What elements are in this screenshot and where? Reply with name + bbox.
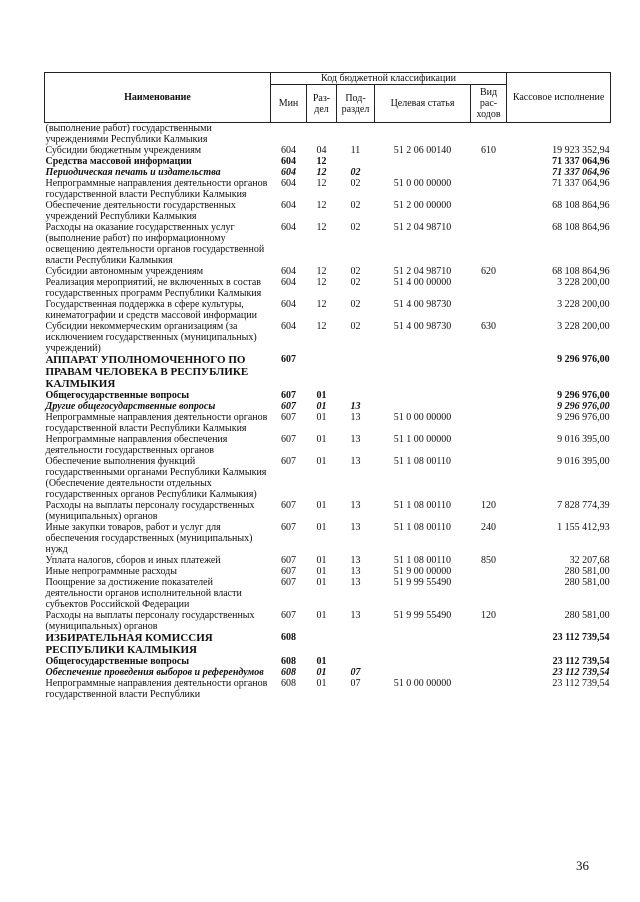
row-target-article: 51 4 00 98730 (393, 299, 452, 310)
row-name: (выполнение работ) государственными учреждениями Республики Калмыкия (45, 123, 212, 145)
row-min: 607 (281, 354, 296, 365)
row-expense-type (471, 577, 507, 610)
row-amount: 68 108 864,96 (552, 222, 610, 233)
row-razdel: 12 (316, 299, 327, 310)
row-name: Расходы на выплаты персоналу государственных (муниципальных) органов (45, 500, 255, 522)
row-target-article (375, 156, 471, 167)
table-row (45, 123, 611, 146)
row-amount: 9 296 976,00 (557, 412, 610, 423)
row-amount: 3 228 200,00 (557, 321, 610, 332)
row-podrazdel: 13 (350, 401, 361, 412)
row-amount: 71 337 064,96 (552, 178, 610, 189)
row-podrazdel (337, 632, 375, 656)
row-target-article (375, 667, 471, 678)
row-target-article (375, 167, 471, 178)
row-target-article: 51 4 00 00000 (393, 277, 452, 288)
row-target-article: 51 2 04 98710 (393, 266, 452, 277)
budget-table (44, 72, 611, 700)
row-expense-type (471, 456, 507, 500)
header-min: Мин (271, 85, 307, 123)
row-min: 607 (281, 434, 296, 445)
table-row (45, 500, 611, 522)
row-amount: 9 296 976,00 (557, 354, 610, 365)
row-name: Средства массовой информации (45, 156, 192, 167)
row-razdel: 12 (316, 200, 327, 211)
row-min: 604 (281, 321, 296, 332)
table-row (45, 277, 611, 299)
row-target-article: 51 2 04 98710 (393, 222, 452, 233)
row-min: 607 (281, 390, 296, 401)
row-name: ИЗБИРАТЕЛЬНАЯ КОМИССИЯ РЕСПУБЛИКИ КАЛМЫКИЯ (45, 632, 213, 656)
table-row (45, 354, 611, 390)
row-expense-type (471, 200, 507, 222)
table-row (45, 522, 611, 555)
row-target-article (375, 401, 471, 412)
row-amount: 7 828 774,39 (557, 500, 610, 511)
row-podrazdel: 02 (350, 321, 361, 332)
row-podrazdel: 13 (350, 434, 361, 445)
row-podrazdel: 11 (350, 145, 361, 156)
header-vr: Вид рас-ходов (471, 85, 507, 123)
row-razdel: 01 (316, 401, 327, 412)
row-target-article: 51 9 00 00000 (393, 566, 452, 577)
table-row (45, 266, 611, 277)
row-podrazdel (337, 156, 375, 167)
row-expense-type (471, 222, 507, 266)
row-podrazdel: 13 (350, 577, 361, 588)
row-name: Непрограммные направления деятельности органов государственной власти Республики (45, 678, 268, 700)
row-amount: 3 228 200,00 (557, 277, 610, 288)
table-row (45, 456, 611, 500)
row-podrazdel: 13 (350, 522, 361, 533)
row-min: 604 (281, 299, 296, 310)
row-name: Уплата налогов, сборов и иных платежей (45, 555, 221, 566)
row-podrazdel (337, 390, 375, 401)
row-razdel: 12 (316, 178, 327, 189)
row-amount: 9 016 395,00 (557, 456, 610, 467)
row-name: Расходы на выплаты персоналу государственных (муниципальных) органов (45, 610, 255, 632)
row-expense-type (471, 632, 507, 656)
row-min: 604 (281, 178, 296, 189)
row-expense-type (471, 167, 507, 178)
row-target-article: 51 9 99 55490 (393, 577, 452, 588)
row-min: 608 (281, 678, 296, 689)
row-name: Обеспечение деятельности государственных учреждений Республики Калмыкия (45, 200, 236, 222)
row-name: Непрограммные направления обеспечения деятельности государственных органов (45, 434, 228, 456)
row-podrazdel (337, 354, 375, 390)
table-row (45, 555, 611, 566)
row-target-article: 51 0 00 00000 (393, 412, 452, 423)
row-podrazdel: 13 (350, 566, 361, 577)
row-amount: 23 112 739,54 (552, 678, 610, 689)
row-razdel (307, 632, 337, 656)
row-razdel: 01 (316, 500, 327, 511)
table-row (45, 321, 611, 354)
row-min: 607 (281, 522, 296, 533)
row-podrazdel: 13 (350, 456, 361, 467)
row-target-article (375, 354, 471, 390)
row-podrazdel: 02 (350, 222, 361, 233)
row-target-article: 51 9 99 55490 (393, 610, 452, 621)
header-code-group: Код бюджетной классификации (271, 73, 507, 85)
header-cs: Целевая статья (375, 85, 471, 123)
row-razdel: 01 (316, 390, 327, 401)
row-expense-type: 630 (481, 321, 497, 332)
row-razdel: 01 (316, 678, 327, 689)
row-target-article: 51 0 00 00000 (393, 178, 452, 189)
row-expense-type (471, 178, 507, 200)
row-amount: 68 108 864,96 (552, 200, 610, 211)
row-amount (507, 123, 611, 146)
row-min: 607 (281, 412, 296, 423)
row-razdel: 01 (316, 566, 327, 577)
row-razdel: 01 (316, 610, 327, 621)
row-min: 604 (281, 156, 296, 167)
row-razdel: 01 (316, 412, 327, 423)
row-min: 604 (281, 167, 296, 178)
row-name: Субсидии некоммерческим организациям (за исключением государственных (муниципальных) учреждений) (45, 321, 257, 354)
row-name: Реализация мероприятий, не включенных в состав государственных программ Республики Калмыкия (45, 277, 262, 299)
row-expense-type (471, 667, 507, 678)
row-target-article: 51 1 00 00000 (393, 434, 452, 445)
row-razdel: 01 (316, 522, 327, 533)
row-name: Общегосударственные вопросы (45, 390, 190, 401)
row-podrazdel: 02 (350, 200, 361, 211)
row-name: Иные непрограммные расходы (45, 566, 177, 577)
row-expense-type (471, 277, 507, 299)
row-podrazdel: 02 (350, 266, 361, 277)
row-amount: 9 296 976,00 (557, 390, 610, 401)
row-name: Государственная поддержка в сфере культуры, кинематографии и средств массовой информации (45, 299, 257, 321)
row-amount: 280 581,00 (564, 577, 610, 588)
row-name: Непрограммные направления деятельности органов государственной власти Республики Калмыкия (45, 412, 268, 434)
table-row (45, 577, 611, 610)
table-row (45, 401, 611, 412)
row-target-article: 51 2 06 00140 (393, 145, 452, 156)
row-podrazdel: 02 (350, 277, 361, 288)
row-min: 604 (281, 222, 296, 233)
row-name: Общегосударственные вопросы (45, 656, 190, 667)
row-amount: 3 228 200,00 (557, 299, 610, 310)
table-row (45, 656, 611, 667)
row-razdel: 01 (316, 434, 327, 445)
table-row (45, 434, 611, 456)
table-row (45, 566, 611, 577)
row-expense-type (471, 412, 507, 434)
table-row (45, 167, 611, 178)
row-razdel: 12 (316, 156, 327, 167)
row-podrazdel (337, 656, 375, 667)
row-razdel: 01 (316, 577, 327, 588)
row-min: 607 (281, 500, 296, 511)
row-name: Обеспечение проведения выборов и референдумов (45, 667, 264, 678)
row-razdel: 01 (316, 555, 327, 566)
row-name: Непрограммные направления деятельности органов государственной власти Республики Калмыкия (45, 178, 268, 200)
row-target-article: 51 1 08 00110 (393, 456, 452, 467)
row-expense-type (471, 434, 507, 456)
header-razdel: Раз-дел (307, 85, 337, 123)
row-razdel: 12 (316, 321, 327, 332)
row-razdel: 01 (316, 667, 327, 678)
row-razdel: 04 (316, 145, 327, 156)
row-razdel: 01 (316, 656, 327, 667)
row-razdel: 12 (316, 277, 327, 288)
row-target-article (375, 632, 471, 656)
row-min: 608 (281, 632, 296, 643)
row-podrazdel: 02 (350, 299, 361, 310)
row-min: 607 (281, 401, 296, 412)
table-row (45, 412, 611, 434)
row-amount: 9 296 976,00 (557, 401, 610, 412)
row-razdel (307, 123, 337, 146)
row-expense-type (471, 401, 507, 412)
row-podrazdel: 02 (350, 178, 361, 189)
row-min: 607 (281, 610, 296, 621)
row-target-article: 51 4 00 98730 (393, 321, 452, 332)
header-amount: Кассовое исполнение (507, 73, 611, 123)
row-target-article: 51 0 00 00000 (393, 678, 452, 689)
row-name: АППАРАТ УПОЛНОМОЧЕННОГО ПО ПРАВАМ ЧЕЛОВЕКА В РЕСПУБЛИКЕ КАЛМЫКИЯ (45, 354, 249, 390)
row-amount: 23 112 739,54 (552, 656, 610, 667)
row-name: Субсидии бюджетным учреждениям (45, 145, 202, 156)
row-expense-type: 610 (481, 145, 497, 156)
row-expense-type (471, 566, 507, 577)
row-target-article: 51 2 00 00000 (393, 200, 452, 211)
row-expense-type (471, 299, 507, 321)
row-name: Обеспечение выполнения функций государственными органами Республики Калмыкия (Обеспечение деятельности отдельных государственных органов Республики Калмыкия) (45, 456, 267, 500)
row-expense-type: 620 (481, 266, 497, 277)
row-name: Другие общегосударственные вопросы (45, 401, 216, 412)
row-expense-type (471, 354, 507, 390)
row-razdel (307, 354, 337, 390)
row-podrazdel (337, 123, 375, 146)
row-amount: 71 337 064,96 (552, 156, 610, 167)
row-podrazdel: 13 (350, 500, 361, 511)
row-name: Поощрение за достижение показателей деятельности органов исполнительной власти субъектов Российской Федерации (45, 577, 242, 610)
row-min: 607 (281, 577, 296, 588)
row-podrazdel: 07 (350, 678, 361, 689)
table-row (45, 156, 611, 167)
row-amount: 32 207,68 (569, 555, 610, 566)
row-target-article (375, 123, 471, 146)
row-min: 607 (281, 566, 296, 577)
row-podrazdel: 07 (350, 667, 361, 678)
row-expense-type: 120 (481, 610, 497, 621)
row-amount: 71 337 064,96 (552, 167, 610, 178)
table-header (45, 73, 611, 123)
table-row (45, 178, 611, 200)
row-amount: 19 923 352,94 (552, 145, 610, 156)
row-podrazdel: 13 (350, 555, 361, 566)
row-name: Иные закупки товаров, работ и услуг для обеспечения государственных (муниципальных) нужд (45, 522, 253, 555)
row-razdel: 12 (316, 222, 327, 233)
row-min: 607 (281, 555, 296, 566)
row-expense-type: 240 (481, 522, 497, 533)
table-row (45, 200, 611, 222)
row-expense-type (471, 678, 507, 700)
row-expense-type: 120 (481, 500, 497, 511)
row-razdel: 01 (316, 456, 327, 467)
row-amount: 1 155 412,93 (557, 522, 610, 533)
row-target-article: 51 1 08 00110 (393, 522, 452, 533)
row-amount: 23 112 739,54 (552, 667, 610, 678)
row-podrazdel: 13 (350, 610, 361, 621)
row-expense-type: 850 (481, 555, 497, 566)
table-row (45, 299, 611, 321)
row-min: 607 (281, 456, 296, 467)
row-razdel: 12 (316, 167, 327, 178)
row-razdel: 12 (316, 266, 327, 277)
row-min: 608 (281, 667, 296, 678)
row-min (271, 123, 307, 146)
row-expense-type (471, 156, 507, 167)
row-expense-type (471, 123, 507, 146)
header-podrazdel: Под-раздел (337, 85, 375, 123)
table-row (45, 678, 611, 700)
row-name: Субсидии автономным учреждениям (45, 266, 204, 277)
row-amount: 23 112 739,54 (552, 632, 610, 643)
row-amount: 280 581,00 (564, 610, 610, 621)
row-name: Периодическая печать и издательства (45, 167, 221, 178)
row-target-article (375, 390, 471, 401)
row-min: 604 (281, 200, 296, 211)
row-min: 608 (281, 656, 296, 667)
row-amount: 9 016 395,00 (557, 434, 610, 445)
table-row (45, 667, 611, 678)
header-name: Наименование (45, 73, 271, 123)
row-target-article (375, 656, 471, 667)
row-name: Расходы на оказание государственных услуг (выполнение работ) по информационному освещению деятельности органов государственной власти Республики Калмыкия (45, 222, 265, 266)
table-body (45, 123, 611, 701)
table-row (45, 222, 611, 266)
page-number: 36 (576, 858, 589, 873)
row-expense-type (471, 656, 507, 667)
table-row (45, 145, 611, 156)
table-row (45, 610, 611, 632)
row-amount: 280 581,00 (564, 566, 610, 577)
row-expense-type (471, 390, 507, 401)
row-amount: 68 108 864,96 (552, 266, 610, 277)
row-min: 604 (281, 277, 296, 288)
row-podrazdel: 02 (350, 167, 361, 178)
row-target-article: 51 1 08 00110 (393, 500, 452, 511)
table-row (45, 390, 611, 401)
table-row (45, 632, 611, 656)
row-min: 604 (281, 266, 296, 277)
row-min: 604 (281, 145, 296, 156)
row-podrazdel: 13 (350, 412, 361, 423)
row-target-article: 51 1 08 00110 (393, 555, 452, 566)
